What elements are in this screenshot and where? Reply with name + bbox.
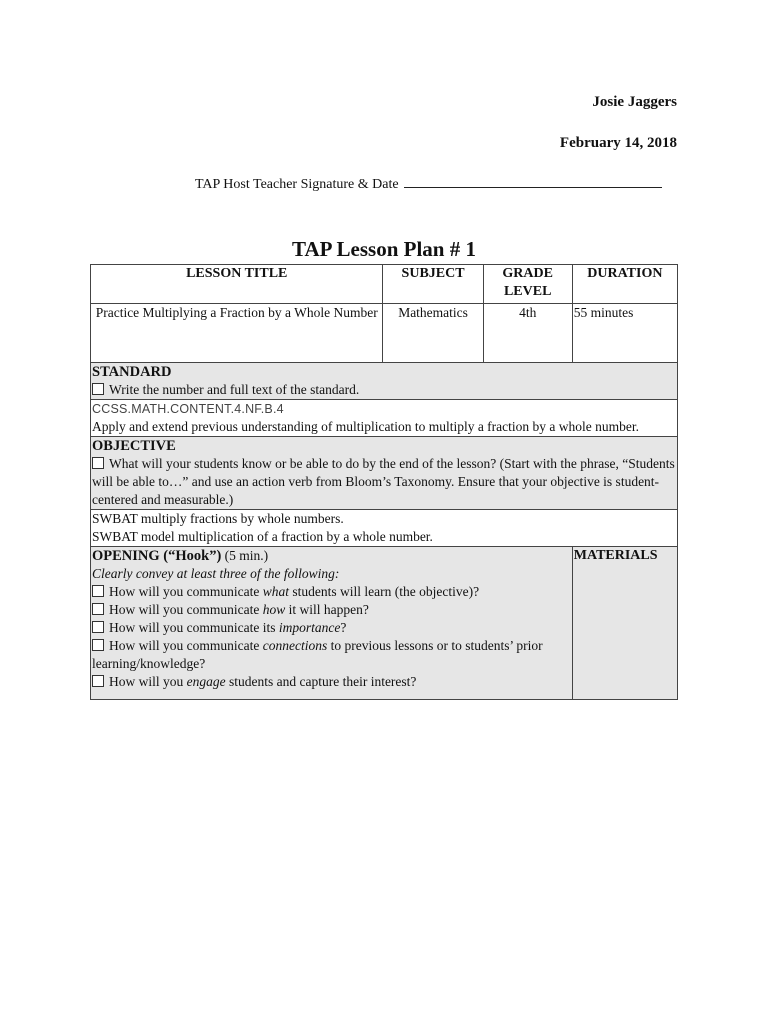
- standard-header-row: [91, 363, 678, 400]
- checkbox-icon: [92, 585, 104, 597]
- subject-value: Mathematics: [383, 304, 483, 363]
- lesson-title-value: Practice Multiplying a Fraction by a Whole Number: [91, 304, 383, 363]
- objective-header-cell: [91, 437, 678, 510]
- standard-body-row: [91, 400, 678, 437]
- standard-header-cell: [91, 363, 678, 400]
- values-row: [91, 304, 678, 363]
- standard-prompt: [92, 381, 676, 399]
- grade-level-value: 4th: [483, 304, 572, 363]
- checkbox-icon: [92, 457, 104, 469]
- objective-header-row: [91, 437, 678, 510]
- standard-text: Apply and extend previous understanding of multiplication to multiply a fraction by a whole number.: [92, 419, 640, 434]
- standard-title: STANDARD: [92, 364, 172, 380]
- opening-item: How will you communicate its importance?: [92, 619, 571, 637]
- checkbox-icon: [92, 639, 104, 651]
- opening-cell: [91, 547, 573, 700]
- header-row: [91, 265, 678, 304]
- opening-item: How will you communicate what students will learn (the objective)?: [92, 583, 571, 601]
- objective-body-cell: [91, 510, 678, 547]
- signature-line: [195, 175, 662, 193]
- author-name: Josie Jaggers: [592, 94, 677, 110]
- opening-item: How will you engage students and capture their interest?: [92, 673, 571, 691]
- objective-line-1: SWBAT multiply fractions by whole numbers.: [92, 511, 344, 526]
- objective-prompt-text: What will your students know or be able to do by the end of the lesson? (Start with the phrase, “Students will be able to…” and use an action verb from Bloom’s Taxonomy. Ensure that your objective is student-centered and measurable.): [92, 456, 675, 507]
- objective-title: OBJECTIVE: [92, 438, 176, 454]
- opening-heading: [92, 547, 571, 565]
- checkbox-icon: [92, 675, 104, 687]
- opening-item: How will you communicate how it will happen?: [92, 601, 571, 619]
- document-date: February 14, 2018: [559, 135, 677, 151]
- header-grade-level: GRADE LEVEL: [483, 265, 572, 304]
- opening-instruction: Clearly convey at least three of the following:: [92, 566, 340, 581]
- checkbox-icon: [92, 603, 104, 615]
- signature-blank: [404, 175, 662, 188]
- opening-item: How will you communicate connections to previous lessons or to students’ prior learning/knowledge?: [92, 638, 543, 671]
- plan-title: TAP Lesson Plan # 1: [292, 237, 476, 261]
- opening-row: [91, 547, 678, 700]
- checkbox-icon: [92, 621, 104, 633]
- duration-value: 55 minutes: [572, 304, 677, 363]
- header-duration: DURATION: [572, 265, 677, 304]
- opening-duration: (5 min.): [224, 548, 269, 563]
- objective-body-row: [91, 510, 678, 547]
- standard-prompt-text: Write the number and full text of the standard.: [109, 382, 360, 397]
- standard-body-cell: [91, 400, 678, 437]
- opening-title: OPENING (“Hook”): [92, 548, 222, 564]
- header-subject: SUBJECT: [383, 265, 483, 304]
- signature-label: TAP Host Teacher Signature & Date: [195, 177, 399, 192]
- objective-line-2: SWBAT model multiplication of a fraction by a whole number.: [92, 529, 433, 544]
- standard-code: CCSS.MATH.CONTENT.4.NF.B.4: [92, 402, 284, 416]
- objective-prompt: [92, 455, 676, 509]
- header-lesson-title: LESSON TITLE: [91, 265, 383, 304]
- checkbox-icon: [92, 383, 104, 395]
- materials-cell: MATERIALS: [572, 547, 677, 700]
- lesson-plan-table: [90, 264, 678, 700]
